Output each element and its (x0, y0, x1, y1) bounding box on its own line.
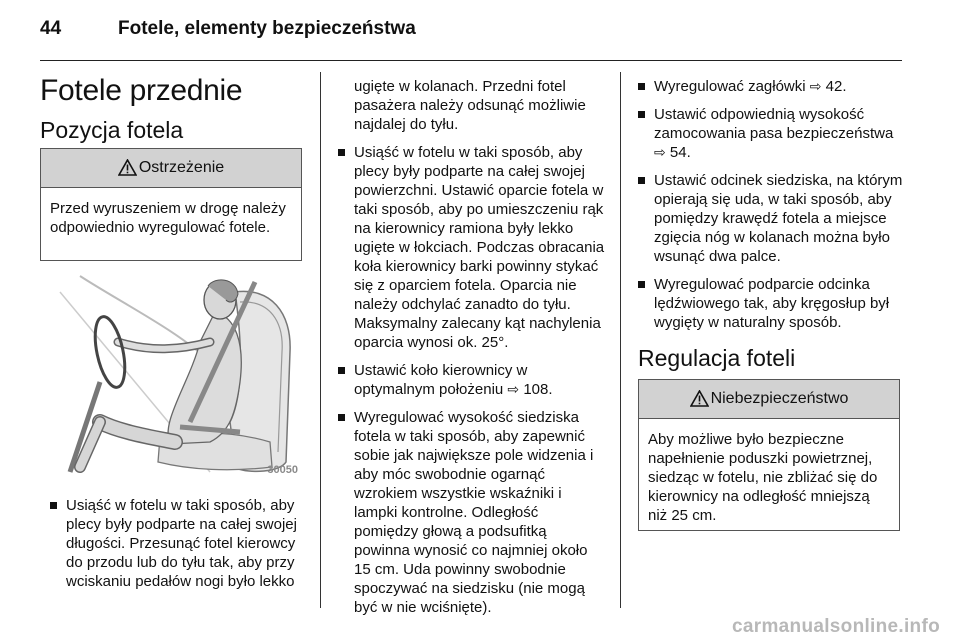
header-rule (40, 60, 902, 61)
list-item: Wyregulować podparcie odcinka lędźwiowego tak, aby kręgosłup był wygięty w naturalny sposób. (636, 275, 904, 332)
bullet-icon (338, 149, 345, 156)
list-item: Ustawić koło kierownicy w optymalnym położeniu ⇨ 108. (336, 361, 606, 399)
column-divider-1 (320, 72, 321, 608)
list-item: Ustawić odpowiednią wysokość zamocowania pasa bezpieczeństwa ⇨ 54. (636, 105, 904, 162)
danger-box (638, 379, 900, 531)
bullet-icon (638, 281, 645, 288)
warning-triangle-icon (690, 390, 709, 407)
bullet-icon (638, 177, 645, 184)
bullet-icon (638, 83, 645, 90)
warning-box-body: Przed wyruszeniem w drogę należy odpowiednio wyregulować fotele. (50, 200, 286, 236)
list-item: Usiąść w fotelu w taki sposób, aby plecy były podparte na całej swojej powierzchni. Ustawić oparcie fotela w taki sposób, aby po umieszczeniu rąk na kierownicy ramiona były lekko ugięte w łokciach. Podczas obracania koła kierownicy barki powinny stykać się z oparciem fotela. Oparcia nie należy odchylać zanadto do tyłu. Maksymalny zalecany kąt nachylenia oparcia wynosi ok. 25°. (336, 143, 606, 352)
section-title-seat-position: Pozycja fotela (40, 117, 184, 143)
page-reference-link[interactable]: 108. (523, 381, 553, 398)
watermark: carmanualsonline.info (732, 616, 940, 637)
list-item: Ustawić odcinek siedziska, na którym opierają się uda, w taki sposób, aby pomiędzy krawędź fotela a miejsce zgięcia nóg w kolanach można było wsunąć dwa palce. (636, 171, 904, 266)
bullet-icon (50, 502, 57, 509)
instructions-list-col3 (636, 77, 904, 341)
page-reference-link[interactable]: 42. (825, 78, 847, 95)
warning-triangle-icon (118, 159, 137, 176)
danger-box-body: Aby możliwe było bezpieczne napełnienie poduszki powietrznej, siedząc w fotelu, nie zbliżać się do kierownicy na odległość mniejszą niż 25 cm. (648, 431, 878, 524)
page-reference-link[interactable]: 54. (669, 144, 691, 161)
danger-box-title: Niebezpieczeństwo (710, 390, 849, 407)
driver-seat-illustration (40, 272, 302, 478)
danger-box-header (639, 380, 899, 419)
list-item: Wyregulować zagłówki ⇨ 42. (636, 77, 904, 96)
page-ref-arrow-icon: ⇨ (507, 381, 520, 397)
warning-box-title: Ostrzeżenie (138, 159, 225, 176)
page-header (40, 18, 900, 46)
page-ref-arrow-icon: ⇨ (809, 78, 822, 94)
bullet-icon (638, 111, 645, 118)
instructions-list-col1 (48, 496, 310, 600)
figure-number: 30050 (267, 464, 298, 476)
list-item: Usiąść w fotelu w taki sposób, aby plecy były podparte na całej swojej długości. Przesunąć fotel kierowcy do przodu lub do tyłu tak, aby przy wciskaniu pedałów nogi było lekko (48, 496, 310, 591)
instructions-list-col2 (336, 77, 606, 626)
page-header-title: Fotele, elementy bezpieczeństwa (118, 18, 416, 39)
chapter-title: Fotele przednie (40, 74, 243, 107)
page-number: 44 (40, 18, 62, 39)
warning-box (40, 148, 302, 261)
column-divider-2 (620, 72, 621, 608)
warning-box-header (41, 149, 301, 188)
page-ref-arrow-icon: ⇨ (654, 144, 666, 160)
bullet-icon (338, 414, 345, 421)
list-item-continuation: ugięte w kolanach. Przedni fotel pasażera należy odsunąć możliwie najdalej do tyłu. (354, 78, 586, 133)
bullet-icon (338, 367, 345, 374)
section-title-seat-adjustment: Regulacja foteli (638, 345, 796, 371)
list-item: Wyregulować wysokość siedziska fotela w taki sposób, aby zapewnić sobie jak największe pole widzenia i aby móc swobodnie ogarnąć wzrokiem wszystkie wskaźniki i lampki kontrolne. Odległość pomiędzy głową a podsufitką powinna wynosić co najmniej około 15 cm. Uda powinny swobodnie spoczywać na siedzisku (nie mogą być w nie wciśnięte). (336, 408, 606, 617)
